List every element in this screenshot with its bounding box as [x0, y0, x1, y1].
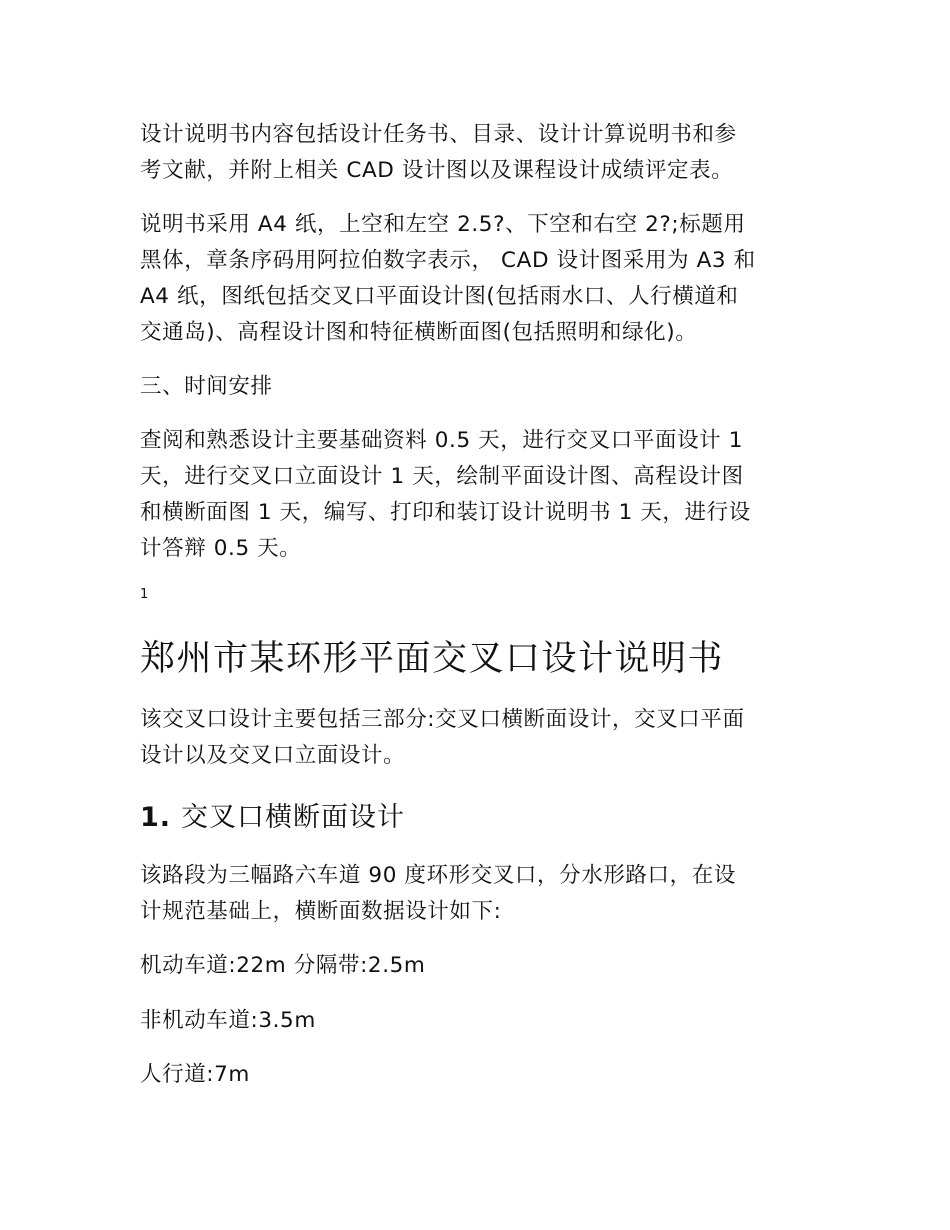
text-line: 天，进行交叉口立面设计 1 天，绘制平面设计图、高程设计图 [140, 464, 744, 489]
document-title: 郑州市某环形平面交叉口设计说明书 [140, 639, 725, 679]
paragraph-intro [140, 702, 820, 774]
text-line: 该路段为三幅路六车道 90 度环形交叉口，分水形路口，在设 [140, 863, 736, 888]
paragraph-non-motor-lane [140, 1003, 820, 1039]
section-title: 交叉口横断面设计 [181, 802, 406, 833]
section-number: 1. [140, 802, 172, 833]
text-line: 设计以及交叉口立面设计。 [140, 743, 406, 768]
text-line: 机动车道:22m 分隔带:2.5m [140, 953, 426, 978]
text-line: 设计说明书内容包括设计任务书、目录、设计计算说明书和参 [140, 122, 737, 147]
text-line: 计答辩 0.5 天。 [140, 536, 302, 561]
section-heading-cross-section [140, 797, 405, 839]
text-line: 和横断面图 1 天，编写、打印和装订设计说明书 1 天，进行设 [140, 500, 751, 525]
text-line: 交通岛)、高程设计图和特征横断面图(包括照明和绿化)。 [140, 320, 698, 345]
text-line: 计规范基础上，横断面数据设计如下: [140, 899, 502, 924]
paragraph-sidewalk [140, 1057, 820, 1093]
paragraph-schedule [140, 423, 820, 567]
paragraph-motor-lane [140, 948, 820, 984]
text-line: 黑体，章条序码用阿拉伯数字表示， CAD 设计图采用为 A3 和 [140, 248, 756, 273]
paragraph-format-requirements [140, 207, 820, 351]
text-line: 非机动车道:3.5m [140, 1008, 316, 1033]
text-line: 该交叉口设计主要包括三部分:交叉口横断面设计，交叉口平面 [140, 707, 745, 732]
paragraph-cross-section [140, 858, 820, 930]
text-line: 三、时间安排 [140, 374, 273, 399]
section-heading-schedule [140, 369, 820, 405]
page-number: 1 [140, 587, 149, 602]
text-line: 查阅和熟悉设计主要基础资料 0.5 天，进行交叉口平面设计 1 [140, 428, 743, 453]
paragraph-contents-requirements [140, 117, 820, 189]
text-line: 人行道:7m [140, 1062, 250, 1087]
text-line: A4 纸，图纸包括交叉口平面设计图(包括雨水口、人行横道和 [140, 284, 739, 309]
text-line: 考文献，并附上相关 CAD 设计图以及课程设计成绩评定表。 [140, 158, 734, 183]
text-line: 说明书采用 A4 纸，上空和左空 2.5?、下空和右空 2?;标题用 [140, 212, 746, 237]
